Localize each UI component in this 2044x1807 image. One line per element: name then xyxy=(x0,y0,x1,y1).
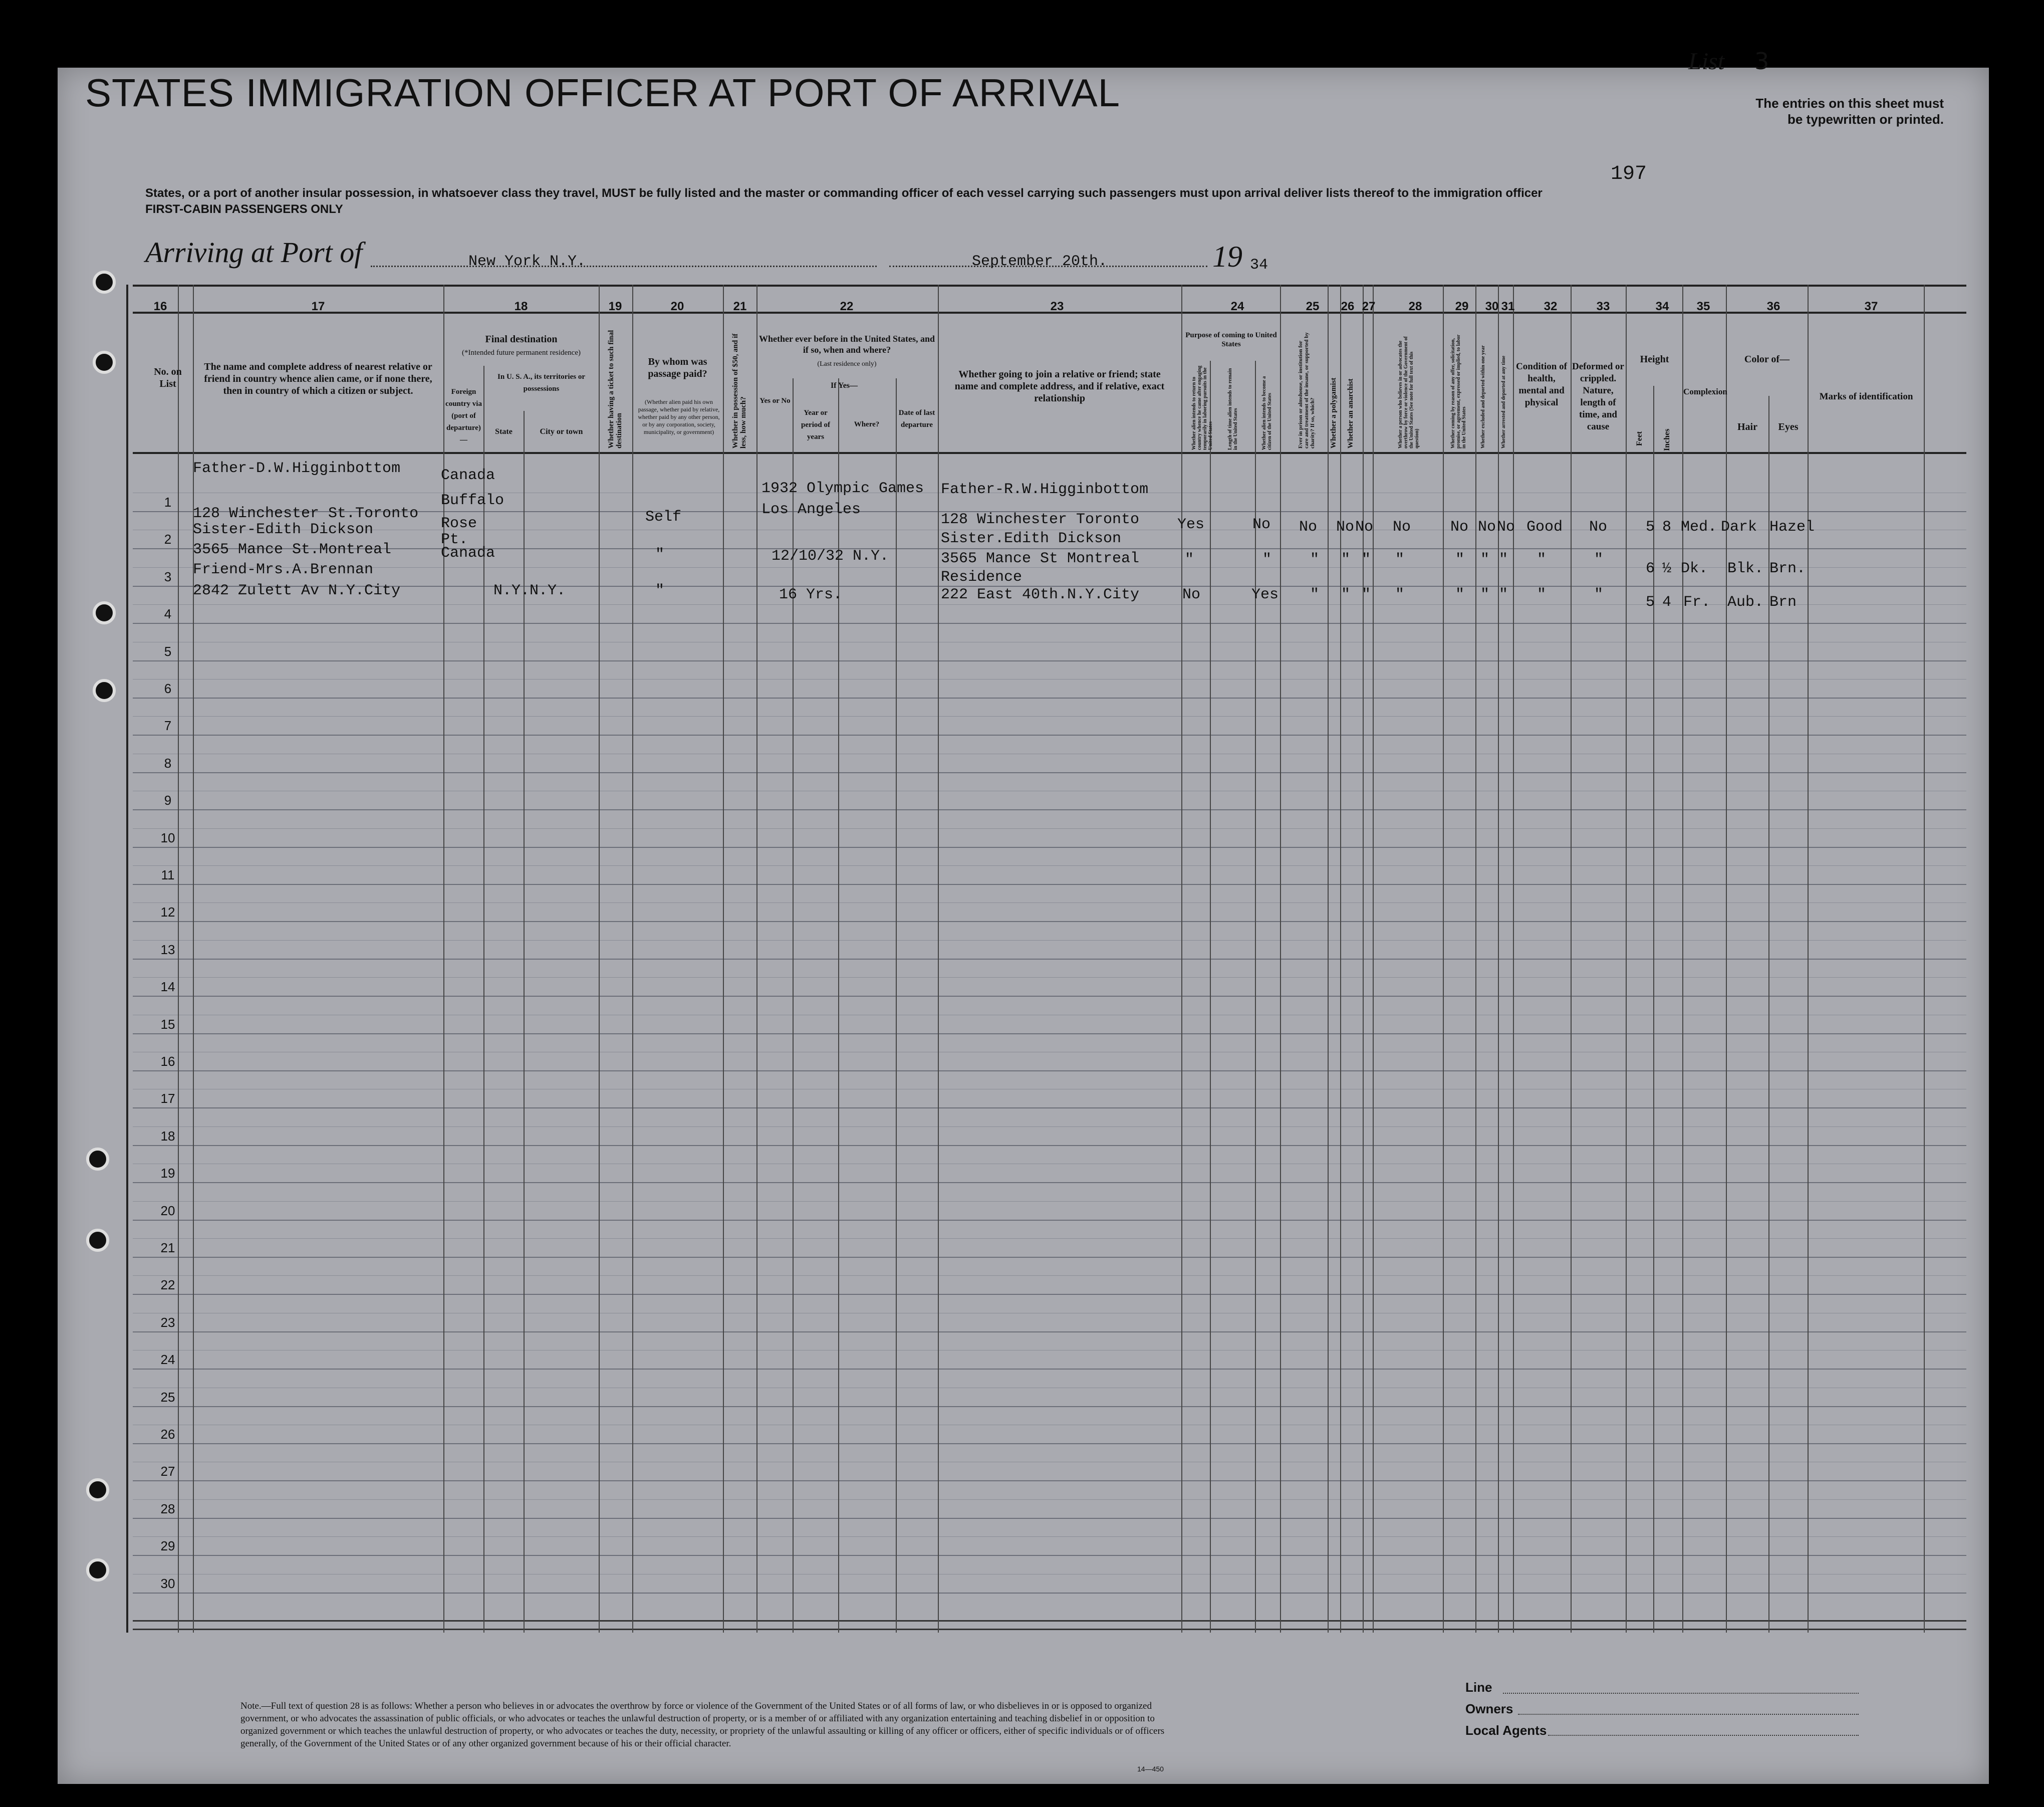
foreign-via: Canada xyxy=(441,545,495,562)
col22-date: Date of last departure xyxy=(898,409,935,429)
column-number: 33 xyxy=(1596,300,1610,313)
joining-relative: 222 East 40th.N.Y.City xyxy=(941,586,1140,603)
foreign-via: Canada xyxy=(441,467,495,484)
agents-field xyxy=(1548,1735,1859,1736)
row-number: 23 xyxy=(160,1314,175,1330)
joining-relative: Sister.Edith Dickson xyxy=(941,530,1122,547)
answer-cell: No xyxy=(1393,519,1411,536)
col28-header: Whether a person who believes in or advocates the overthrow by force or violence of the Government of the United States (See note for full text of this question) xyxy=(1398,336,1420,448)
agents-label: Local Agents xyxy=(1465,1723,1547,1738)
header-instructions: States, or a port of another insular possession, in whatsoever class they travel, MUST be fully listed and the master or commanding officer of each vessel carrying such passengers must upon arrival deliver lists thereof to the immigration officer xyxy=(145,186,1543,200)
answer-cell: " xyxy=(1341,551,1351,568)
answer-cell: 5 xyxy=(1646,594,1655,611)
column-number: 20 xyxy=(670,300,684,313)
col18-state: State xyxy=(495,427,513,436)
col23-header: Whether going to join a relative or friend; state name and complete address, and if relative, exact relationship xyxy=(954,369,1165,404)
col33-header: Deformed or crippled. Nature, length of time, and cause xyxy=(1572,361,1624,432)
row-number: 21 xyxy=(160,1240,175,1255)
arriving-label: Arriving at Port of xyxy=(145,236,363,269)
col27-header: Whether an anarchist xyxy=(1347,378,1355,448)
col18-city: City or town xyxy=(540,427,583,436)
row-number: 17 xyxy=(160,1091,175,1106)
joining-relative: Residence xyxy=(941,569,1023,586)
answer-cell: " xyxy=(1480,586,1490,603)
header-class: FIRST-CABIN PASSENGERS ONLY xyxy=(145,202,343,216)
row-number: 16 xyxy=(160,1054,175,1069)
answer-cell: No xyxy=(1478,519,1496,536)
row-number: 3 xyxy=(164,569,172,584)
answer-cell: Brn xyxy=(1769,594,1797,611)
punch-hole xyxy=(93,351,116,374)
col22-ifyes: If Yes— xyxy=(830,381,858,390)
col34-inches: Inches xyxy=(1663,428,1671,451)
answer-cell: No xyxy=(1450,519,1469,536)
entries-note-line: be typewritten or printed. xyxy=(1787,112,1944,127)
column-number: 26 xyxy=(1341,300,1355,313)
answer-cell: " xyxy=(1362,586,1371,603)
column-number: 28 xyxy=(1408,300,1422,313)
answer-cell: Yes xyxy=(1251,586,1279,603)
col37-header: Marks of identification xyxy=(1819,391,1913,402)
column-number: 29 xyxy=(1455,300,1469,313)
foreign-via: Rose xyxy=(441,515,477,532)
row-number: 22 xyxy=(160,1277,175,1293)
row-number: 28 xyxy=(160,1501,175,1516)
row-number: 10 xyxy=(160,830,175,845)
col31-header: Whether arrested and deported at any time xyxy=(1501,355,1506,448)
column-number: 18 xyxy=(514,300,528,313)
owners-field xyxy=(1518,1714,1859,1715)
punch-hole xyxy=(93,601,116,624)
row-number: 8 xyxy=(164,755,172,771)
answer-cell: " xyxy=(1537,586,1547,603)
form-number: 14—450 xyxy=(1137,1765,1164,1773)
col22-note: (Last residence only) xyxy=(817,360,877,368)
column-number: 16 xyxy=(153,300,167,313)
row-number: 20 xyxy=(160,1203,175,1218)
date-value: September 20th. xyxy=(972,253,1108,270)
col36-eyes: Eyes xyxy=(1778,421,1799,432)
answer-cell: " xyxy=(1499,586,1508,603)
passage-paid: " xyxy=(655,582,665,599)
punch-hole xyxy=(86,1478,109,1501)
column-number: 32 xyxy=(1544,300,1558,313)
list-label: List xyxy=(1688,48,1725,75)
row-number: 7 xyxy=(164,718,172,734)
row-number: 12 xyxy=(160,905,175,920)
col24-length: Length of time alien intends to remain in the United States xyxy=(1227,368,1238,450)
answer-cell: " xyxy=(1455,551,1465,568)
answer-cell: " xyxy=(1537,551,1547,568)
relative-line: 3565 Mance St.Montreal xyxy=(193,541,392,558)
answer-cell: ½ xyxy=(1662,560,1672,577)
col18-note: (*Intended future permanent residence) xyxy=(462,349,581,357)
answer-cell: 5 xyxy=(1646,519,1655,536)
column-number: 30 xyxy=(1485,300,1499,313)
col21-header: Whether in possession of $50, and if less, how much? xyxy=(731,333,747,448)
manifest-sheet xyxy=(58,68,1989,1784)
row-number: 15 xyxy=(160,1016,175,1032)
list-number-block xyxy=(1688,48,1769,75)
row-number: 5 xyxy=(164,643,172,659)
col24-citizen: Whether alien intends to become a citizen of the United States xyxy=(1261,376,1272,450)
col25-header: Ever in prison or almshouse, or institution for care and treatment of the insane, or supported by charity? If so, which? xyxy=(1298,332,1316,448)
row-number: 19 xyxy=(160,1166,175,1181)
previous-visit: Los Angeles xyxy=(761,501,861,518)
foreign-via: Buffalo xyxy=(441,492,504,509)
col26-header: Whether a polygamist xyxy=(1330,377,1338,448)
entries-note xyxy=(1653,95,1944,127)
answer-cell: " xyxy=(1395,551,1405,568)
col22-title: Whether ever before in the United States, and if so, when and where? xyxy=(759,334,935,355)
row-number: 4 xyxy=(164,606,172,622)
port-value: New York N.Y. xyxy=(468,253,586,270)
column-number: 31 xyxy=(1501,300,1515,313)
row-number: 26 xyxy=(160,1427,175,1442)
col24-return: Whether alien intends to return to country whence he came after engaging temporarily in laboring pursuits in the United States xyxy=(1191,365,1213,450)
answer-cell: Med. xyxy=(1681,519,1717,536)
footnote: Note.—Full text of question 28 is as follows: Whether a person who believes in or advocates the overthrow by force or violence of the Government of the United States or of all forms of law, or who disbelieves in or is opposed to organized government, or who advocates the assassination of public officials, or who advocates or teaches the unlawful destruction of property, or is a member of or affiliated with any organization entertaining and teaching disbelief in or opposition to organized government or which teaches the unlawful destruction of property, or who advocates or teaches the duty, necessity, or propriety of the unlawful assaulting or killing of any officer or officers, either of specific individuals or of officers generally, of the Government of the United States or of any other organized government because of his or their official character. xyxy=(240,1701,1165,1749)
row-number: 24 xyxy=(160,1352,175,1368)
answer-cell: Yes xyxy=(1177,516,1205,533)
answer-cell: Brn. xyxy=(1769,560,1806,577)
column-number: 35 xyxy=(1696,300,1710,313)
row-number: 6 xyxy=(164,681,172,696)
answer-cell: Fr. xyxy=(1683,594,1711,611)
answer-cell: Blk. xyxy=(1727,560,1764,577)
answer-cell: " xyxy=(1362,551,1371,568)
state-city: N.Y.N.Y. xyxy=(493,582,566,599)
column-number: 21 xyxy=(733,300,747,313)
column-number: 27 xyxy=(1362,300,1376,313)
port-line xyxy=(371,266,877,267)
joining-relative: 128 Winchester Toronto xyxy=(941,511,1140,528)
col20-note: (Whether alien paid his own passage, whether paid by relative, whether paid by any other person, or by any corporation, society, municipality, or government) xyxy=(638,398,720,435)
column-number: 25 xyxy=(1306,300,1320,313)
col18-usa: In U. S. A., its territories or possessions xyxy=(497,373,585,393)
row-number: 29 xyxy=(160,1538,175,1554)
col34-feet: Feet xyxy=(1635,431,1644,446)
answer-cell: Hazel xyxy=(1769,519,1815,536)
col29-header: Whether coming by reason of any offer, solicitation, promise, or agreement, expressed or implied, to labor in the United States xyxy=(1450,334,1467,448)
column-number: 24 xyxy=(1230,300,1244,313)
answer-cell: No xyxy=(1336,519,1355,536)
passage-paid: Self xyxy=(645,509,682,526)
column-number: 19 xyxy=(608,300,622,313)
passage-paid: " xyxy=(655,546,665,563)
joining-relative: 3565 Mance St Montreal xyxy=(941,550,1140,567)
punch-hole xyxy=(93,271,116,294)
row-number: 11 xyxy=(161,867,175,882)
answer-cell: Aub. xyxy=(1727,594,1764,611)
previous-visit: 16 Yrs. xyxy=(779,586,843,603)
answer-cell: 4 xyxy=(1662,594,1672,611)
punch-hole xyxy=(86,1148,109,1171)
page-title: STATES IMMIGRATION OFFICER AT PORT OF ARRIVAL xyxy=(85,71,1121,115)
line-field xyxy=(1503,1693,1859,1694)
row-number: 25 xyxy=(160,1389,175,1405)
foreign-via: Pt. xyxy=(441,531,468,548)
answer-cell: No xyxy=(1497,519,1515,536)
answer-cell: Dk. xyxy=(1681,560,1708,577)
relative-line: Father-D.W.Higginbottom xyxy=(193,460,401,477)
col36-title: Color of— xyxy=(1744,354,1790,365)
relative-line: 2842 Zulett Av N.Y.City xyxy=(193,582,401,599)
previous-visit: 1932 Olympic Games xyxy=(761,480,924,497)
year-prefix: 19 xyxy=(1212,240,1242,273)
answer-cell: No xyxy=(1252,516,1271,533)
row-number: 13 xyxy=(160,942,175,957)
entries-note-line: The entries on this sheet must xyxy=(1755,96,1944,111)
punch-hole xyxy=(93,679,116,702)
answer-cell: No xyxy=(1355,519,1374,536)
col36-hair: Hair xyxy=(1737,421,1757,432)
column-number: 22 xyxy=(840,300,854,313)
row-number: 30 xyxy=(160,1575,175,1591)
col32-header: Condition of health, mental and physical xyxy=(1516,361,1567,408)
relative-line: Sister-Edith Dickson xyxy=(193,521,374,538)
answer-cell: 8 xyxy=(1662,519,1672,536)
column-number: 34 xyxy=(1655,300,1669,313)
answer-cell: 6 xyxy=(1646,560,1655,577)
answer-cell: No xyxy=(1589,519,1608,536)
col22-where: Where? xyxy=(854,420,880,428)
relative-line: 128 Winchester St.Toronto xyxy=(193,505,419,522)
row-number: 18 xyxy=(160,1128,175,1144)
answer-cell: " xyxy=(1594,551,1604,568)
row-number: 2 xyxy=(164,532,172,547)
col18-title: Final destination xyxy=(485,334,558,345)
row-number: 27 xyxy=(160,1464,175,1479)
answer-cell: Good xyxy=(1526,519,1563,536)
answer-cell: " xyxy=(1499,551,1508,568)
previous-visit: 12/10/32 N.Y. xyxy=(772,548,889,565)
col18-foreign: Foreign country via (port of departure)— xyxy=(445,388,482,444)
column-number: 17 xyxy=(311,300,325,313)
col16-header: No. on List xyxy=(154,366,182,389)
line-label: Line xyxy=(1465,1680,1492,1695)
col34-title: Height xyxy=(1640,354,1669,365)
col17-header: The name and complete address of nearest relative or friend in country whence alien came, or if none there, then in country of which a citizen or subject. xyxy=(204,361,432,396)
relative-line: Friend-Mrs.A.Brennan xyxy=(193,561,374,578)
row-number: 1 xyxy=(164,495,172,510)
answer-cell: No xyxy=(1182,586,1201,603)
list-number: 3 xyxy=(1754,48,1769,75)
punch-hole xyxy=(86,1558,109,1582)
punch-hole xyxy=(86,1229,109,1252)
col19-header: Whether having a ticket to such final destination xyxy=(607,330,623,448)
answer-cell: " xyxy=(1455,586,1465,603)
answer-cell: " xyxy=(1395,586,1405,603)
answer-cell: " xyxy=(1310,551,1320,568)
col30-header: Whether excluded and deported within one year xyxy=(1480,345,1486,448)
answer-cell: " xyxy=(1594,586,1604,603)
col24-title: Purpose of coming to United States xyxy=(1185,331,1277,348)
column-number: 36 xyxy=(1766,300,1780,313)
col22-year: Year or period of years xyxy=(801,409,830,441)
row-number: 14 xyxy=(160,979,175,995)
answer-cell: " xyxy=(1341,586,1351,603)
col20-title: By whom was passage paid? xyxy=(648,356,707,379)
answer-cell: " xyxy=(1185,551,1194,568)
joining-relative: Father-R.W.Higginbottom xyxy=(941,481,1149,498)
column-number: 37 xyxy=(1864,300,1878,313)
answer-cell: Dark xyxy=(1721,519,1757,536)
row-number: 9 xyxy=(164,793,172,808)
answer-cell: " xyxy=(1262,551,1272,568)
year-suffix: 34 xyxy=(1250,257,1268,274)
stamp-number: 197 xyxy=(1611,163,1647,185)
col35-header: Complexion xyxy=(1683,387,1727,396)
answer-cell: " xyxy=(1310,586,1320,603)
answer-cell: " xyxy=(1480,551,1490,568)
col22-yesno: Yes or No xyxy=(759,397,791,405)
answer-cell: No xyxy=(1299,519,1318,536)
column-number: 23 xyxy=(1050,300,1064,313)
owners-label: Owners xyxy=(1465,1701,1513,1716)
